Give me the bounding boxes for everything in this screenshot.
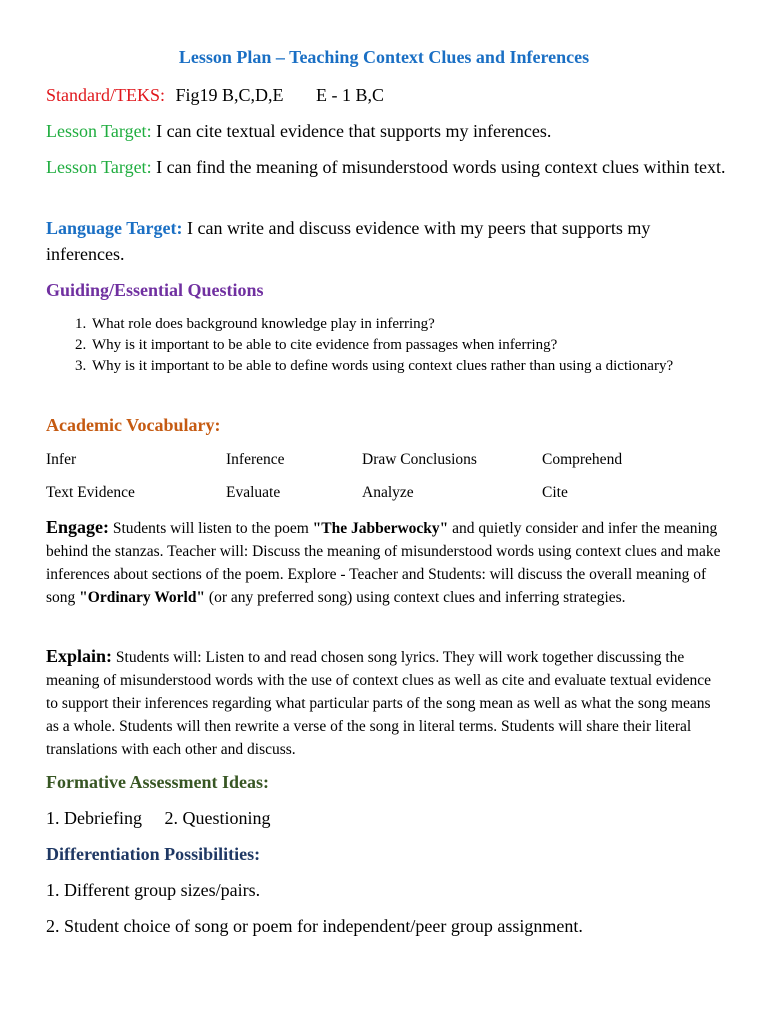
academic-vocabulary-heading: Academic Vocabulary:: [46, 415, 221, 435]
differentiation-item-2: 2. Student choice of song or poem for independent/peer group assignment.: [46, 916, 583, 936]
lesson-target-1-label: Lesson Target: [46, 121, 147, 141]
explain-paragraph: [46, 645, 724, 761]
lesson-target-2-label: Lesson Target: [46, 157, 147, 177]
vocab-term: Infer: [46, 451, 77, 468]
differentiation-heading: Differentiation Possibilities:: [46, 844, 261, 864]
formative-assessment-items: [46, 805, 726, 831]
standard-line: [46, 82, 726, 108]
vocab-term: Cite: [542, 484, 568, 501]
engage-paragraph: [46, 516, 724, 609]
engage-text-2: and quietly consider and infer the meaning behind the stanzas. Teacher will: Discuss the meaning of misunderstood words using context clues and make inferences about sections of the poem. Explore - Teacher and Students: will discuss the overall meaning of song: [46, 520, 721, 606]
explain-text: Students will: Listen to and read chosen song lyrics. They will work together discussing the meaning of misunderstood words with the use of context clues as well as cite and evaluate textual evidence to support their inferences regarding what particular parts of the song mean as well as what the song means as a whole. Students will then rewrite a verse of the song in literal terms. Students will share their literal translations with each other and discuss.: [46, 649, 712, 758]
vocab-term: Text Evidence: [46, 484, 135, 501]
engage-text-1: Students will listen to the poem: [109, 520, 313, 537]
lesson-target-2: [46, 154, 726, 180]
engage-song-title: "Ordinary World": [79, 589, 206, 606]
language-target-text: I can write and discuss evidence with my peers that supports my inferences.: [46, 218, 651, 264]
lesson-target-1: [46, 118, 726, 144]
lesson-target-2-text: I can find the meaning of misunderstood words using context clues within text.: [151, 157, 726, 177]
lesson-target-2-colon: :: [146, 157, 152, 177]
lesson-target-1-colon: :: [146, 121, 152, 141]
vocab-term: Evaluate: [226, 484, 281, 501]
list-item: 2. Why is it important to be able to cite evidence from passages when inferring?: [90, 335, 750, 356]
formative-item-2: 2. Questioning: [164, 808, 271, 828]
vocab-term: Draw Conclusions: [362, 451, 477, 468]
standard-value-1: Fig19 B,C,D,E: [175, 85, 284, 105]
explain-label: Explain:: [46, 646, 113, 666]
guiding-questions-heading: Guiding/Essential Questions: [46, 280, 264, 300]
formative-item-1: 1. Debriefing: [46, 808, 142, 828]
engage-poem-title: "The Jabberwocky": [312, 520, 449, 537]
formative-assessment-heading: Formative Assessment Ideas:: [46, 772, 269, 792]
guiding-questions-list: [46, 314, 750, 377]
lesson-target-1-text: I can cite textual evidence that supports my inferences.: [151, 121, 552, 141]
vocab-term: Inference: [226, 451, 285, 468]
engage-label: Engage:: [46, 517, 109, 537]
standard-colon: :: [160, 85, 166, 105]
language-target-label: Language Target:: [46, 218, 183, 238]
standard-value-2: E - 1 B,C: [316, 85, 385, 105]
vocab-term: Comprehend: [542, 451, 623, 468]
differentiation-item-1: 1. Different group sizes/pairs.: [46, 880, 261, 900]
language-target: [46, 215, 726, 267]
list-item: 1. What role does background knowledge play in inferring?: [90, 314, 750, 335]
engage-text-3: (or any preferred song) using context clues and inferring strategies.: [205, 589, 626, 606]
vocab-term: Analyze: [362, 484, 414, 501]
list-item: 3. Why is it important to be able to define words using context clues rather than using a dictionary?: [90, 356, 750, 377]
standard-label: Standard/TEKS: [46, 85, 160, 105]
page-title: Lesson Plan – Teaching Context Clues and Inferences: [178, 47, 590, 67]
